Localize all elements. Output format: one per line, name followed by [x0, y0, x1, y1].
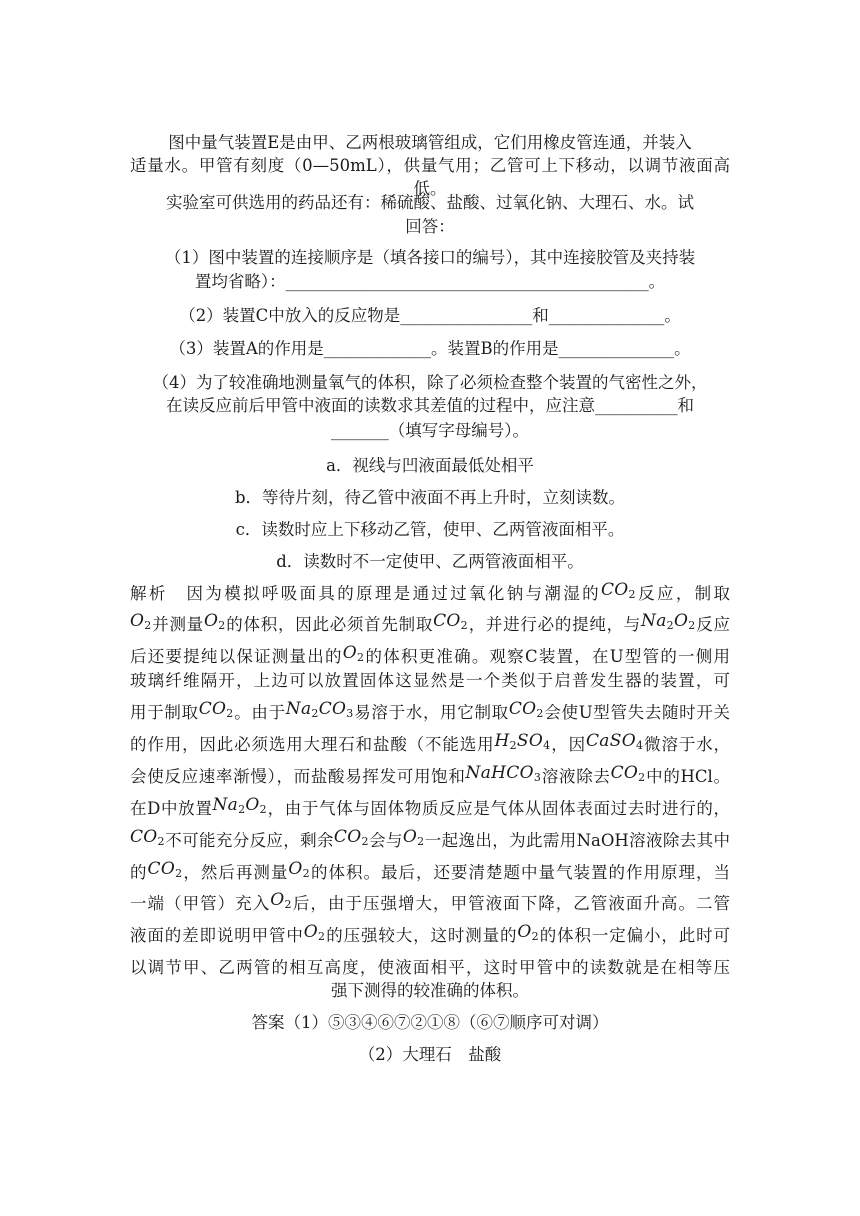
option-d: d．读数时不一定使甲、乙两管液面相平。	[276, 552, 584, 571]
text-line-1: 图中量气装置E是由甲、乙两根玻璃管组成，它们用橡皮管连通，并装入	[168, 133, 692, 152]
analysis-line-7: 会使反应速率渐慢），而盐酸易挥发可用饱和NaHCO$_3$溶液除去$CO_2$中的HCl。	[130, 763, 731, 786]
analysis-line-1: 解析 因为模拟呼吸面具的原理是通过过氧化钠与潮湿的$CO_2$反应，制取	[130, 580, 731, 603]
option-c: c．读数时应上下移动乙管，使甲、乙两管液面相平。	[235, 520, 625, 539]
analysis-line-14: 强下测得的较准确的体积。	[331, 981, 529, 1000]
option-b: b．等待片刻，待乙管中液面不再上升时，立刻读数。	[234, 488, 626, 507]
analysis-line-10: 的$CO_2$，然后再测量$O_2$的体积。最后，还要清楚题中量气装置的作用原理，当	[130, 859, 731, 882]
analysis-line-6: 的作用，因此必须选用大理石和盐酸（不能选用$H_2SO_4$，因CaSO$_4$微溶于水，	[130, 731, 731, 754]
text-line-6: （1）图中装置的连接顺序是（填各接口的编号），其中连接胶管及夹持装	[164, 248, 696, 267]
text-line-12: _______（填写字母编号）。	[331, 421, 529, 440]
answer-line-1: 答案（1）⑤③④⑥⑦②①⑧（⑥⑦顺序可对调）	[251, 1013, 609, 1032]
text-line-5: 回答：	[405, 217, 455, 236]
analysis-line-12: 液面的差即说明甲管中$O_2$的压强较大，这时测量的$O_2$的体积一定偏小，此时可	[130, 922, 730, 945]
option-a: a．视线与凹液面最低处相平	[326, 456, 534, 475]
analysis-line-11: 一端（甲管）充入$O_2$后，由于压强增大，甲管液面下降，乙管液面升高。二管	[130, 890, 731, 913]
analysis-line-5: 用于制取$CO_2$。由于$Na_2CO_3$易溶于水，用它制取$CO_2$会使U型管失去随时开关	[130, 699, 731, 722]
analysis-line-3: 后还要提纯以保证测量出的$O_2$的体积更准确。观察C装置，在U型管的一侧用	[130, 643, 731, 666]
text-line-8: （2）装置C中放入的反应物是________________和______________。	[179, 306, 681, 325]
text-line-4: 实验室可供选用的药品还有：稀硫酸、盐酸、过氧化钠、大理石、水。试	[166, 193, 694, 212]
text-line-10: （4）为了较准确地测量氧气的体积，除了必须检查整个装置的气密性之外，	[152, 373, 708, 392]
analysis-line-13: 以调节甲、乙两管的相互高度，使液面相平，这时甲管中的读数就是在相等压	[130, 958, 730, 977]
analysis-line-4: 玻璃纤维隔开，上边可以放置固体这显然是一个类似于启普发生器的装置，可	[130, 671, 730, 690]
text-line-2: 适量水。甲管有刻度（0—50mL），供量气用；乙管可上下移动，以调节液面高	[130, 156, 730, 175]
analysis-line-2: $O_2$并测量$O_2$的体积，因此必须首先制取$CO_2$，并进行必的提纯，与$Na_2O_2$反应	[130, 611, 731, 634]
answer-line-2: （2）大理石 盐酸	[358, 1045, 502, 1064]
text-line-3: 低。	[413, 179, 447, 198]
text-line-11: 在读反应前后甲管中液面的读数求其差值的过程中，应注意__________和	[166, 396, 694, 415]
text-line-7: 置均省略）：____________________________________________。	[194, 272, 666, 291]
text-line-9: （3）装置A的作用是_____________。装置B的作用是______________。	[169, 339, 691, 358]
analysis-line-9: $CO_2$不可能充分反应，剩余$CO_2$会与$O_2$一起逸出，为此需用NaOH溶液除去其中	[130, 827, 731, 850]
analysis-line-8: 在D中放置$Na_2O_2$，由于气体与固体物质反应是气体从固体表面过去时进行的，	[130, 795, 731, 818]
